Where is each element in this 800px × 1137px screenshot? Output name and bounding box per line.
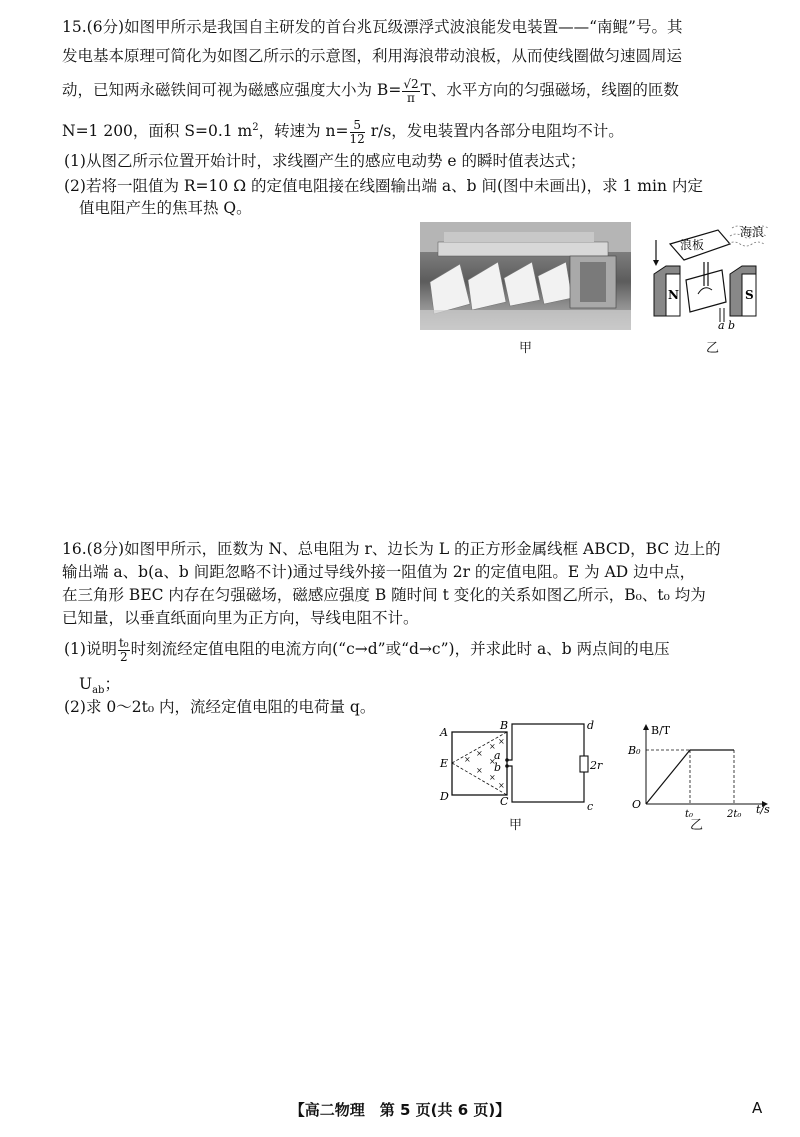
q16-line-1: 16.(8分)如图甲所示，匝数为 N、总电阻为 r、边长为 L 的正方形金属线框 ABCD，BC 边上的	[62, 540, 721, 558]
field-cross: ×	[498, 781, 505, 790]
page-footer: 【高二物理 第 5 页(共 6 页)】	[289, 1101, 511, 1119]
field-cross: ×	[476, 766, 483, 775]
label-2r: 2r	[590, 759, 603, 772]
q15-n-fraction: $\frac{5}{12}$	[349, 118, 365, 146]
q16-line-4: 已知量，以垂直纸面向里为正方向，导线电阻不计。	[62, 609, 419, 627]
field-cross: ×	[476, 749, 483, 758]
field-cross: ×	[498, 737, 505, 746]
board-label: 浪板	[680, 238, 705, 252]
q16-part-1-voltage: $U_{ab}$；	[79, 675, 120, 697]
q15-part-2a: (2)若将一阻值为 R=10 Ω 的定值电阻接在线圈输出端 a、b 间(图中未画出)，求 1 min 内定	[64, 177, 703, 195]
q16-part-1: (1)说明 $\frac{\text{t₀}}{2}$ 时刻流经定值电阻的电流方向(“c→d”或“d→c”)，并求此时 a、b 两点间的电压	[64, 636, 670, 664]
t0-tick-label: t₀	[685, 809, 694, 818]
label-e: E	[440, 757, 449, 770]
b-t-graph	[624, 722, 774, 818]
q15-line-1: 15.(6分)如图甲所示是我国自主研发的首台兆瓦级漂浮式波浪能发电装置——“南鲲”号。其	[62, 18, 683, 36]
q16-line-3: 在三角形 BEC 内存在匀强磁场，磁感应强度 B 随时间 t 变化的关系如图乙所示，B₀、t₀ 均为	[62, 586, 706, 604]
paper-version-letter: A	[752, 1099, 763, 1117]
resistor-2r	[580, 756, 588, 772]
label-c-lower: c	[587, 800, 594, 813]
device-illustration	[420, 222, 631, 330]
q16-line-2: 输出端 a、b(a、b 间距忽略不计)通过导线外接一阻值为 2r 的定值电阻。E 为 AD 边中点，	[62, 563, 696, 581]
field-cross: ×	[464, 755, 471, 764]
q15-line-2: 发电基本原理可简化为如图乙所示的示意图，利用海浪带动浪板，从而使线圈做匀速圆周运	[62, 47, 683, 65]
q15-figure-yi-label: 乙	[706, 341, 720, 356]
wave-energy-device-photo	[420, 222, 631, 330]
label-c-upper: C	[500, 795, 509, 808]
label-a-upper: A	[440, 726, 448, 739]
q16-figure-jia-label: 甲	[509, 818, 523, 833]
generator-schematic	[650, 222, 772, 332]
q16-t-fraction: $\frac{\text{t₀}}{2}$	[118, 636, 129, 664]
magnet-n-label: N	[668, 288, 679, 302]
field-cross: ×	[489, 773, 496, 782]
q15-b-fraction: $\frac{√2}{\pi}$	[403, 77, 419, 105]
q16-part-2: (2)求 0～2t₀ 内，流经定值电阻的电荷量 q。	[64, 698, 376, 716]
label-b-upper: B	[500, 719, 509, 732]
label-b-lower: b	[494, 761, 502, 774]
q16-figure-yi-label: 乙	[690, 818, 704, 833]
label-d-upper: D	[440, 790, 449, 803]
q15-part-1: (1)从图乙所示位置开始计时，求线圈产生的感应电动势 e 的瞬时值表达式；	[64, 152, 586, 170]
label-d-lower: d	[587, 719, 595, 732]
q15-line-3: 动，已知两永磁铁间可视为磁感应强度大小为 B= $\frac{√2}{\pi}$ T、水平方向的匀强磁场，线圈的匝数	[62, 77, 679, 105]
square-loop-circuit	[436, 718, 616, 828]
wave-label: 海浪	[740, 225, 765, 239]
q15-figure-jia-label: 甲	[519, 341, 533, 356]
2t0-tick-label: 2t₀	[727, 809, 742, 818]
q15-line-4: N=1 200，面积 S=0.1 $m^2$，转速为 n= $\frac{5}{12}$ r/s，发电装置内各部分电阻均不计。	[62, 118, 624, 146]
terminals-ab-label: a b	[718, 319, 736, 332]
origin-label: O	[632, 798, 642, 811]
b0-tick-label: B₀	[628, 744, 641, 757]
q15-part-2b: 值电阻产生的焦耳热 Q。	[79, 199, 252, 217]
field-cross: ×	[489, 742, 496, 751]
x-axis-label: t/s	[756, 803, 770, 816]
y-axis-label: B/T	[651, 724, 671, 737]
magnet-s-label: S	[745, 288, 754, 302]
field-cross: ×	[489, 757, 496, 766]
label-a-lower: a	[494, 749, 501, 762]
